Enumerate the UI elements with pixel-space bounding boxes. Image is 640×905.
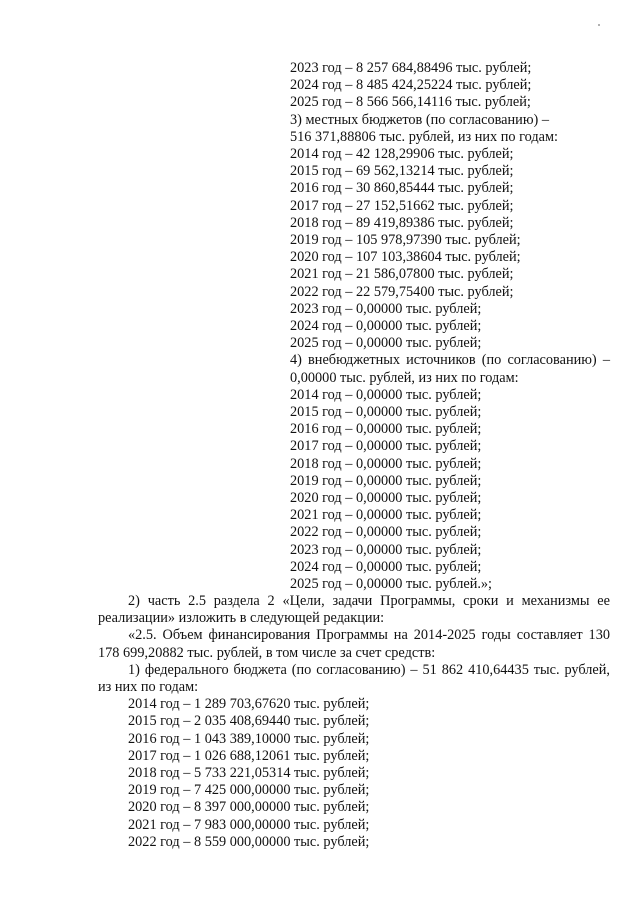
- list-item: 2023 год – 0,00000 тыс. рублей;: [290, 541, 482, 558]
- list-item: 2021 год – 21 586,07800 тыс. рублей;: [290, 266, 514, 283]
- list-item: 2025 год – 0,00000 тыс. рублей.»;: [290, 576, 493, 593]
- year-line: 2021 год – 7 983 000,00000 тыс. рублей;: [128, 816, 370, 833]
- list-item: 2016 год – 30 860,85444 тыс. рублей;: [290, 180, 514, 197]
- right-lines-a: [290, 60, 610, 352]
- right-lines-b: [290, 387, 610, 593]
- list-item: 2015 год – 69 562,13214 тыс. рублей;: [290, 163, 514, 180]
- list-item: 2022 год – 0,00000 тыс. рублей;: [290, 524, 482, 541]
- main-body: [98, 593, 610, 851]
- year-line: 2015 год – 2 035 408,69440 тыс. рублей;: [128, 713, 370, 730]
- list-item: 2019 год – 105 978,97390 тыс. рублей;: [290, 232, 521, 249]
- right-column-block: [290, 60, 610, 593]
- year-line: 2019 год – 7 425 000,00000 тыс. рублей;: [128, 782, 370, 799]
- list-item: 2024 год – 0,00000 тыс. рублей;: [290, 558, 482, 575]
- list-item: 2020 год – 107 103,38604 тыс. рублей;: [290, 249, 521, 266]
- paragraph-item-2: 2) часть 2.5 раздела 2 «Цели, задачи Программы, сроки и механизмы ее реализации» изложить в следующей редакции:: [98, 593, 610, 627]
- list-item: 516 371,88806 тыс. рублей, из них по годам:: [290, 128, 558, 145]
- list-item: 2018 год – 89 419,89386 тыс. рублей;: [290, 214, 514, 231]
- list-item: 2015 год – 0,00000 тыс. рублей;: [290, 404, 482, 421]
- year-line: 2017 год – 1 026 688,12061 тыс. рублей;: [128, 747, 370, 764]
- list-item: 2022 год – 22 579,75400 тыс. рублей;: [290, 283, 514, 300]
- year-line: 2016 год – 1 043 389,10000 тыс. рублей;: [128, 730, 370, 747]
- list-item: 2023 год – 0,00000 тыс. рублей;: [290, 300, 482, 317]
- list-item: 2023 год – 8 257 684,88496 тыс. рублей;: [290, 60, 532, 76]
- paragraph-2-5: «2.5. Объем финансирования Программы на 2014-2025 годы составляет 130 178 699,20882 тыс. рублей, в том числе за счет средств:: [98, 627, 610, 661]
- list-item: 2025 год – 8 566 566,14116 тыс. рублей;: [290, 94, 531, 111]
- paragraph-federal-budget: 1) федерального бюджета (по согласованию) – 51 862 410,64435 тыс. рублей, из них по годам:: [98, 661, 610, 696]
- list-item: 2017 год – 27 152,51662 тыс. рублей;: [290, 197, 514, 214]
- list-item: 2021 год – 0,00000 тыс. рублей;: [290, 507, 482, 524]
- year-line: 2014 год – 1 289 703,67620 тыс. рублей;: [128, 696, 370, 713]
- offbudget-paragraph: 4) внебюджетных источников (по согласованию) – 0,00000 тыс. рублей, из них по годам:: [290, 352, 610, 386]
- year-line: 2018 год – 5 733 221,05314 тыс. рублей;: [128, 765, 370, 782]
- year-line: 2022 год – 8 559 000,00000 тыс. рублей;: [128, 833, 370, 850]
- list-item: 2014 год – 42 128,29906 тыс. рублей;: [290, 146, 514, 163]
- federal-years-list: [98, 696, 610, 851]
- year-line: 2020 год – 8 397 000,00000 тыс. рублей;: [128, 799, 370, 816]
- list-item: 2016 год – 0,00000 тыс. рублей;: [290, 421, 482, 438]
- list-item: 2024 год – 0,00000 тыс. рублей;: [290, 318, 482, 335]
- list-item: 2019 год – 0,00000 тыс. рублей;: [290, 472, 482, 489]
- list-item: 2018 год – 0,00000 тыс. рублей;: [290, 455, 482, 472]
- scan-dot: [598, 24, 600, 26]
- list-item: 2014 год – 0,00000 тыс. рублей;: [290, 386, 482, 403]
- list-item: 3) местных бюджетов (по согласованию) –: [290, 111, 549, 128]
- list-item: 2017 год – 0,00000 тыс. рублей;: [290, 438, 482, 455]
- list-item: 2025 год – 0,00000 тыс. рублей;: [290, 335, 482, 352]
- list-item: 2024 год – 8 485 424,25224 тыс. рублей;: [290, 77, 532, 94]
- list-item: 2020 год – 0,00000 тыс. рублей;: [290, 490, 482, 507]
